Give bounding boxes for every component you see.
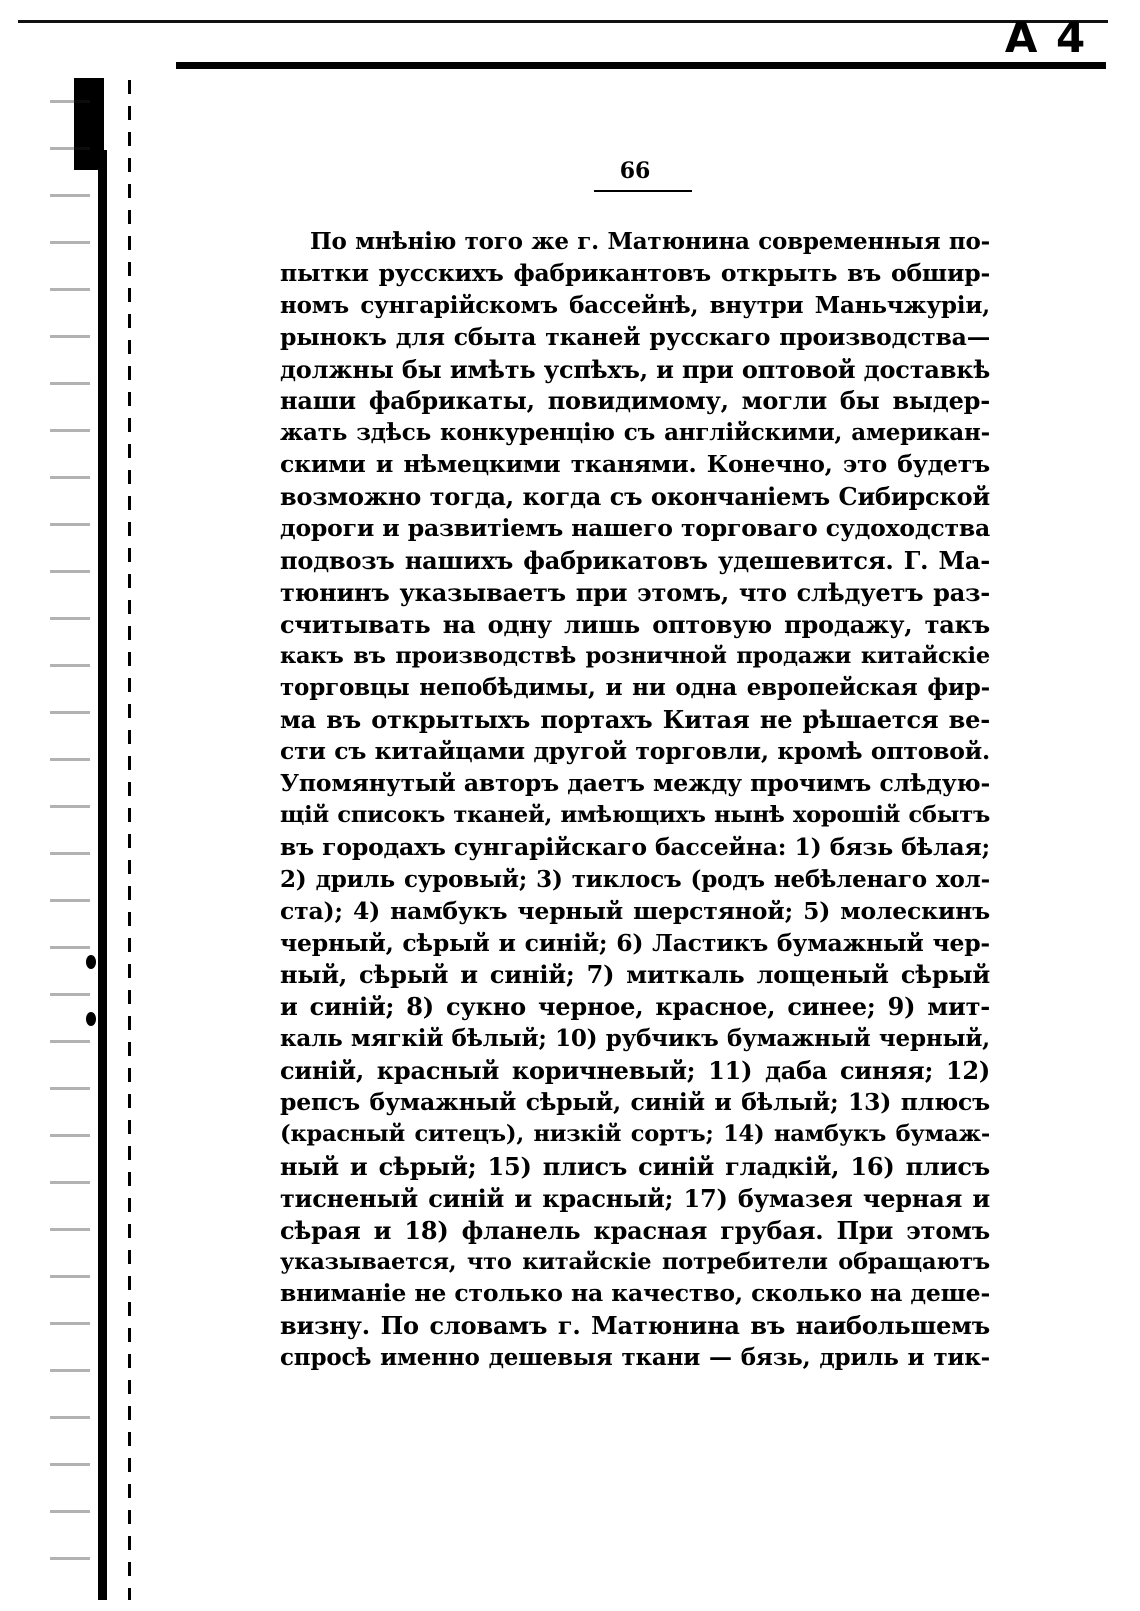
corner-archive-mark: А 4 (1004, 13, 1088, 62)
text-line: 2) дриль суровый; 3) тиклосъ (родъ небѣленаго хол- (280, 865, 990, 893)
text-line: По мнѣнію того же г. Матюнина современныя по- (310, 228, 990, 255)
text-line: пытки русскихъ фабрикантовъ открыть въ обшир- (280, 258, 990, 287)
text-line: указывается, что китайскіе потребители обращаютъ (280, 1248, 990, 1275)
text-line: должны бы имѣть успѣхъ, и при оптовой доставкѣ (280, 354, 990, 384)
page-number-rule (594, 190, 692, 192)
scan-specks (50, 100, 90, 1580)
scan-ink-blot (86, 1012, 96, 1026)
text-line: черный, сѣрый и синій; 6) Ластикъ бумажный чер- (280, 928, 990, 957)
text-line: въ городахъ сунгарійскаго бассейна: 1) бязь бѣлая; (280, 832, 990, 861)
text-line: считывать на одну лишь оптовую продажу, такъ (280, 609, 990, 639)
text-line: вниманіе не столько на качество, сколько на деше- (280, 1279, 990, 1308)
text-line: и синій; 8) сукно черное, красное, синее; 9) мит- (280, 992, 990, 1022)
text-line: ма въ открытыхъ портахъ Китая не рѣшается ве- (280, 705, 990, 735)
text-line: Упомянутый авторъ даетъ между прочимъ слѣдую- (280, 769, 990, 798)
text-line: возможно тогда, когда съ окончаніемъ Сибирской (280, 482, 990, 512)
text-line: щій списокъ тканей, имѣющихъ нынѣ хорошій сбытъ (280, 802, 990, 829)
scan-left-edge (98, 150, 107, 1600)
text-line: каль мягкій бѣлый; 10) рубчикъ бумажный черный, (280, 1025, 990, 1053)
text-line: сѣрая и 18) фланель красная грубая. При этомъ (280, 1215, 990, 1245)
text-line: подвозъ нашихъ фабрикатовъ удешевится. Г. Ма- (280, 545, 990, 575)
text-line: ный и сѣрый; 15) плисъ синій гладкій, 16) плисъ (280, 1151, 990, 1181)
text-line: скими и нѣмецкими тканями. Конечно, это будетъ (280, 450, 990, 479)
text-line: репсъ бумажный сѣрый, синій и бѣлый; 13) плюсъ (280, 1088, 990, 1117)
text-line: номъ сунгарійскомъ бассейнѣ, внутри Маньчжуріи, (280, 291, 990, 319)
text-line: спросѣ именно дешевыя ткани — бязь, дриль и тик- (280, 1344, 990, 1372)
text-line: рынокъ для сбыта тканей русскаго производства— (280, 322, 990, 351)
body-text (280, 226, 990, 1374)
page-number: 66 (619, 158, 651, 184)
text-line: ный, сѣрый и синій; 7) миткаль лощеный сѣрый (280, 960, 990, 990)
scan-left-edge-dashes (128, 80, 131, 1600)
text-line: (красный ситецъ), низкій сортъ; 14) намбукъ бумаж- (280, 1120, 990, 1147)
text-line: дороги и развитіемъ нашего торговаго судоходства (280, 514, 990, 543)
text-line: наши фабрикаты, повидимому, могли бы выдер- (280, 386, 990, 416)
text-line: синій, красный коричневый; 11) даба синяя; 12) (280, 1056, 990, 1086)
text-line: визну. По словамъ г. Матюнина въ наибольшемъ (280, 1311, 990, 1341)
text-line: тюнинъ указываетъ при этомъ, что слѣдуетъ раз- (280, 577, 990, 607)
text-line: торговцы непобѣдимы, и ни одна европейская фир- (280, 674, 990, 702)
text-line: ста); 4) намбукъ черный шерстяной; 5) молескинъ (280, 896, 990, 925)
scan-header-band (176, 62, 1106, 69)
text-line: какъ въ производствѣ розничной продажи китайскіе (280, 642, 990, 669)
scan-top-rule (18, 20, 1108, 23)
text-line: жать здѣсь конкуренцію съ англійскими, американ- (280, 419, 990, 447)
text-line: сти съ китайцами другой торговли, кромѣ оптовой. (280, 737, 990, 766)
text-line: тисненый синій и красный; 17) бумазея черная и (280, 1183, 990, 1213)
scan-ink-blot (86, 955, 96, 969)
